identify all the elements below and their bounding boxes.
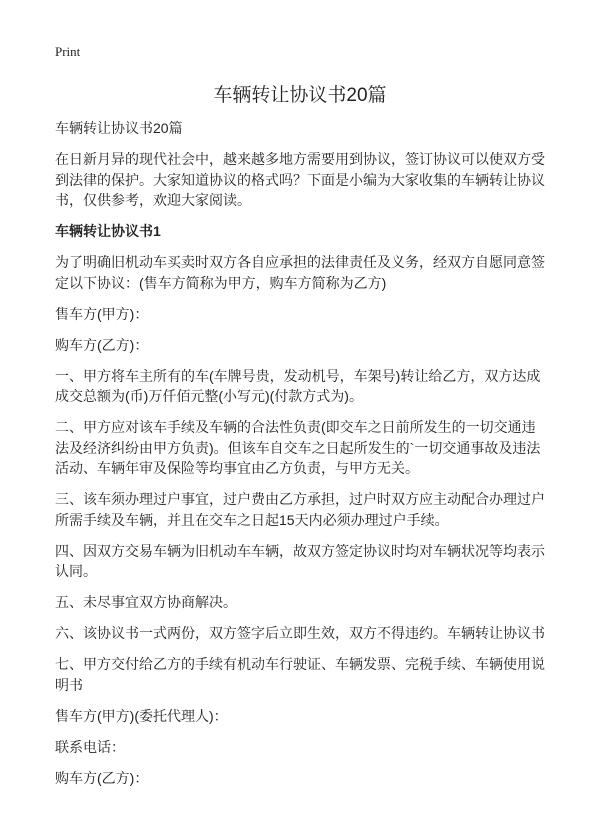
paragraph: 联系电话： bbox=[55, 738, 125, 755]
paragraph: 为了明确旧机动车买卖时双方各自应承担的法律责任及义务，经双方自愿同意签定以下协议：(售车方简称为甲方，购车方简称为乙方) bbox=[55, 254, 545, 291]
document-body bbox=[55, 118, 549, 799]
paragraph: 二、甲方应对该车手续及车辆的合法性负责(即交车之日前所发生的一切交通违法及经济纠纷由甲方负责)。但该车自交车之日起所发生的`一切交通事故及违法活动、车辆年审及保险等均事宜由乙方负责，与甲方无关。 bbox=[55, 419, 541, 476]
page-title: 车辆转让协议书20篇 bbox=[213, 85, 387, 106]
paragraph: 购车方(乙方)： bbox=[55, 769, 149, 786]
paragraph: 购车方(乙方)： bbox=[55, 336, 149, 353]
paragraph: 售车方(甲方)(委托代理人)： bbox=[55, 707, 228, 724]
paragraph: 售车方(甲方)： bbox=[55, 305, 149, 322]
paragraph: 三、该车须办理过户事宜，过户费由乙方承担，过户时双方应主动配合办理过户所需手续及车辆，并且在交车之日起15天内必须办理过户手续。 bbox=[55, 491, 545, 528]
paragraph: 四、因双方交易车辆为旧机动车车辆，故双方签定协议时均对车辆状况等均表示认同。 bbox=[55, 542, 545, 579]
paragraph: 车辆转让协议书20篇 bbox=[55, 120, 183, 136]
paragraph: 七、甲方交付给乙方的手续有机动车行驶证、车辆发票、完税手续、车辆使用说明书 bbox=[55, 656, 545, 693]
paragraph: 六、该协议书一式两份，双方签字后立即生效，双方不得违约。车辆转让协议书 bbox=[55, 625, 545, 641]
paragraph: 一、甲方将车主所有的车(车牌号贵，发动机号，车架号)转让给乙方，双方达成成交总额为(币)万仟佰元整(小写元)(付款方式为)。 bbox=[55, 367, 541, 404]
paragraph: 在日新月异的现代社会中，越来越多地方需要用到协议，签订协议可以使双方受到法律的保护。大家知道协议的格式吗？下面是小编为大家收集的车辆转让协议书，仅供参考，欢迎大家阅读。 bbox=[55, 151, 545, 208]
section-heading: 车辆转让协议书1 bbox=[55, 223, 161, 239]
paragraph: 五、未尽事宜双方协商解决。 bbox=[55, 594, 237, 610]
print-link[interactable]: Print bbox=[55, 44, 81, 59]
